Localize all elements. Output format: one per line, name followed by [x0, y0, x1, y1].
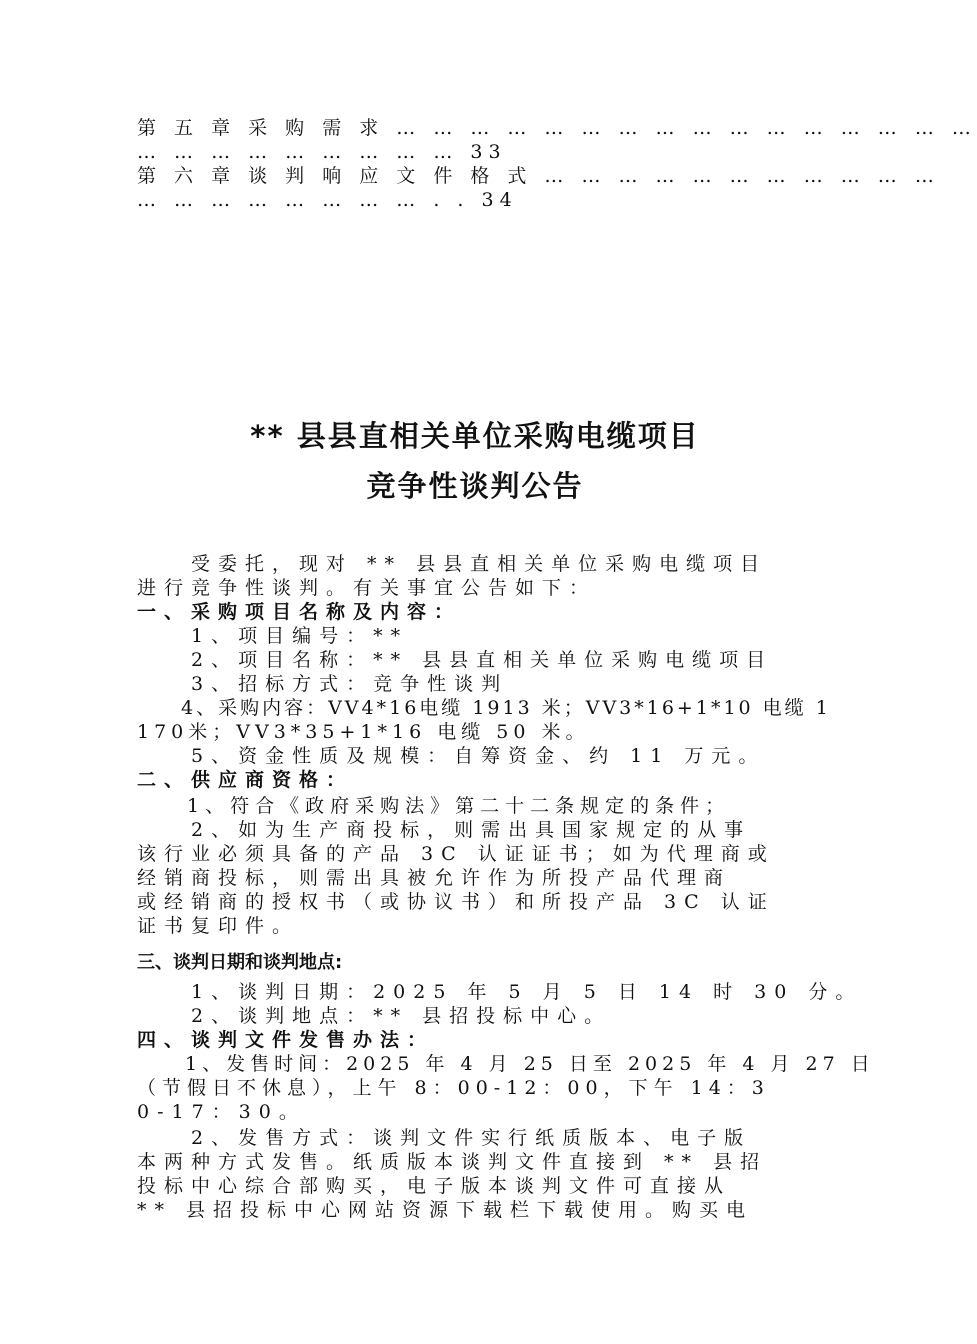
body-line: 2、项目名称：** 县县直相关单位采购电缆项目 — [137, 649, 774, 671]
body-line: 或经销商的授权书（或协议书）和所投产品 3C 认证 — [137, 891, 775, 913]
body-line: 进行竞争性谈判。有关事宜公告如下： — [137, 577, 597, 599]
body-line: 4、采购内容：VV4*16电缆 1913 米；VV3*16+1*10 电缆 1 — [137, 697, 831, 719]
page-title: ** 县县直相关单位采购电缆项目 — [250, 419, 700, 453]
section-heading: 四、谈判文件发售办法： — [137, 1029, 435, 1051]
body-line: 投标中心综合部购买，电子版本谈判文件可直接从 — [137, 1175, 732, 1197]
body-line: 2、如为生产商投标，则需出具国家规定的从事 — [137, 819, 752, 841]
body-line: ** 县招投标中心网站资源下载栏下载使用。购买电 — [137, 1199, 754, 1221]
toc-line: … … … … … … … … . . 34 — [137, 189, 518, 211]
body-line: （节假日不休息），上午 8：00-12：00，下午 14：3 — [137, 1077, 770, 1099]
body-line: 证书复印件。 — [137, 915, 300, 937]
body-line: 170米；VV3*35+1*16 电缆 50 米。 — [137, 721, 590, 743]
section-heading: 一、采购项目名称及内容： — [137, 601, 462, 623]
body-line: 2、谈判地点：** 县招投标中心。 — [137, 1005, 612, 1027]
body-line: 本两种方式发售。纸质版本谈判文件直接到 ** 县招 — [137, 1151, 768, 1173]
toc-line: … … … … … … … … … 33 — [137, 141, 507, 163]
toc-line: 第 五 章 采 购 需 求 … … … … … … … … … … … … … … … … — [137, 117, 977, 139]
section-heading: 二、供应商资格： — [137, 769, 354, 791]
body-line: 2、发售方式：谈判文件实行纸质版本、电子版 — [137, 1127, 752, 1149]
body-line: 0-17：30。 — [137, 1101, 306, 1123]
body-line: 1、项目编号：** — [137, 625, 409, 647]
body-line: 3、招标方式：竞争性谈判 — [137, 673, 509, 695]
body-line: 该行业必须具备的产品 3C 认证证书；如为代理商或 — [137, 843, 775, 865]
body-line: 经销商投标，则需出具被允许作为所投产品代理商 — [137, 867, 732, 889]
body-line: 受委托，现对 ** 县县直相关单位采购电缆项目 — [137, 553, 768, 575]
body-line: 1、发售时间：2025 年 4 月 25 日至 2025 年 4 月 27 日 — [137, 1053, 875, 1075]
toc-line: 第 六 章 谈 判 响 应 文 件 格 式 … … … … … … … … … … … — [137, 165, 940, 187]
body-line: 1、符合《政府采购法》第二十二条规定的条件； — [137, 795, 731, 817]
body-line: 1、谈判日期：2025 年 5 月 5 日 14 时 30 分。 — [137, 981, 863, 1003]
section-heading: 三、谈判日期和谈判地点: — [137, 952, 343, 973]
body-line: 5、资金性质及规模：自筹资金、约 11 万元。 — [137, 745, 766, 767]
page-subtitle: 竞争性谈判公告 — [366, 469, 584, 503]
